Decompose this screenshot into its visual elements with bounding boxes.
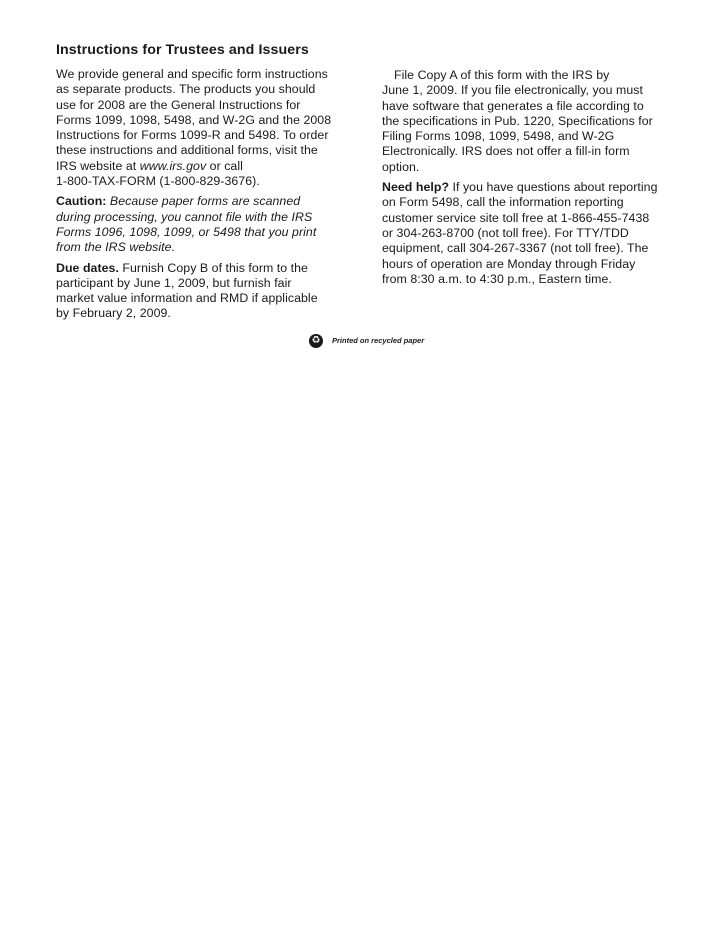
recycle-icon: ♻ xyxy=(309,334,323,348)
irs-website-link[interactable]: www.irs.gov xyxy=(139,158,207,173)
due-dates-label: Due dates. xyxy=(56,260,119,275)
forms-instructions-paragraph: We provide general and specific form instructions as separate products. The products you should use for 2008 are the General Instructions for Forms 1099, 1098, 5498, and W-2G and the 2008 Instructions for Forms 1099-R and 5498. To order these instructions and additional forms, visit the IRS website at www.irs.gov or call 1-800-TAX-FORM (1-800-829-3676). xyxy=(56,67,332,189)
file-copy-a-paragraph: File Copy A of this form with the IRS by June 1, 2009. If you file electronically, you must have software that generates a file according to the specifications in Pub. 1220, Specifications for Filing Forms 1098, 1099, 5498, and W-2G Electronically. IRS does not offer a fill-in form option. xyxy=(382,68,653,174)
caution-label: Caution: xyxy=(56,194,107,209)
section-heading: Instructions for Trustees and Issuers xyxy=(56,42,309,58)
need-help-label: Need help? xyxy=(382,180,450,195)
due-dates-paragraph: Due dates. Furnish Copy B of this form to the participant by June 1, 2009, but furnish fair market value information and RMD if applicable by February 2, 2009. xyxy=(56,260,318,321)
left-column xyxy=(56,42,356,322)
caution-paragraph: Caution: Because paper forms are scanned during processing, you cannot file with the IRS Forms 1096, 1098, 1099, or 5498 that you print from the IRS website. xyxy=(56,194,317,255)
right-column xyxy=(382,68,682,287)
phone-number: 1-800-TAX-FORM (1-800-829-3676). xyxy=(56,174,260,189)
footer-text: Printed on recycled paper xyxy=(332,336,425,345)
recycled-paper-footer xyxy=(309,334,424,348)
need-help-paragraph: Need help? If you have questions about reporting on Form 5498, call the information reporting customer service site toll free at 1-866-455-7438 or 304-263-8700 (not toll free). For TTY/TDD equipment, call 304-267-3367 (not toll free). The hours of operation are Monday through Friday from 8:30 a.m. to 4:30 p.m., Eastern time. xyxy=(382,180,658,286)
